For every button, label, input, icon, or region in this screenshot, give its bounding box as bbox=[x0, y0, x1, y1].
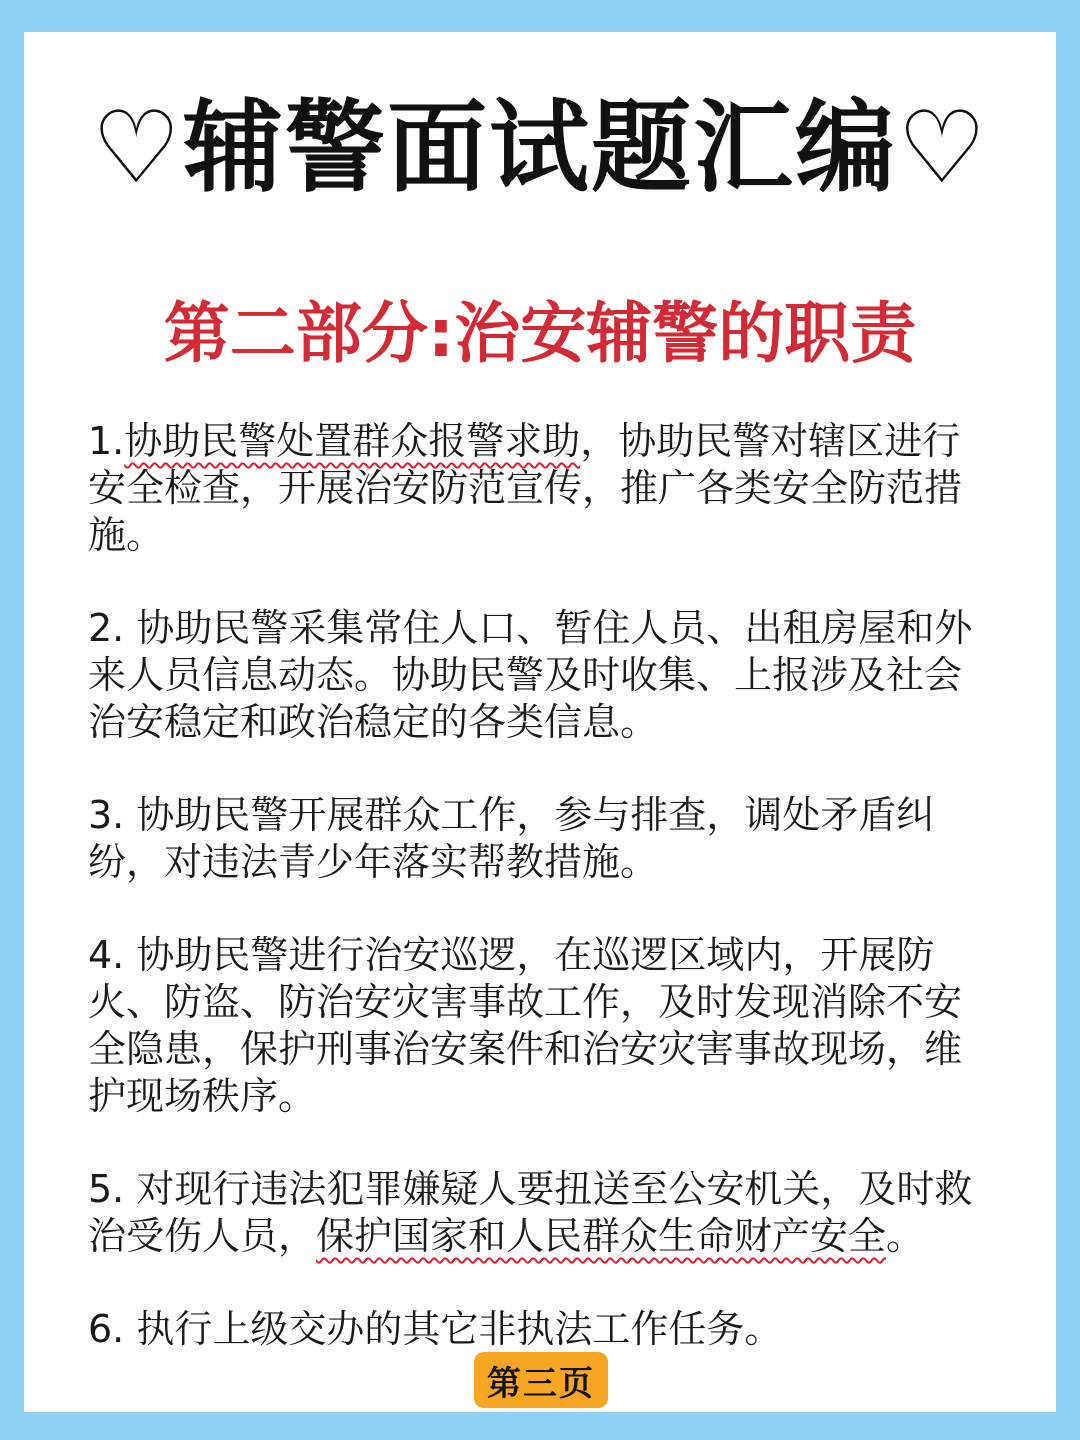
duty-item-6: 6. 执行上级交办的其它非执法工作任务。 bbox=[88, 1307, 783, 1351]
duty-item-4: 4. 协助民警进行治安巡逻，在巡逻区域内，开展防火、防盗、防治安灾害事故工作，及时发现消除不安全隐患，保护刑事治安案件和治安灾害事故现场，维护现场秩序。 bbox=[88, 933, 963, 1118]
duty-list bbox=[88, 418, 988, 1353]
duty-item-2: 2. 协助民警采集常住人口、暂住人员、出租房屋和外来人员信息动态。协助民警及时收集、上报涉及社会治安稳定和政治稳定的各类信息。 bbox=[88, 606, 973, 744]
duty-item-5-after: 。 bbox=[886, 1214, 925, 1258]
section-subtitle: 第二部分:治安辅警的职责 bbox=[163, 295, 917, 372]
duty-item-5 bbox=[88, 1166, 988, 1260]
page-number-badge: 第三页 bbox=[474, 1352, 608, 1408]
duty-item-1-highlight: 协助民警处置群众报警求助 bbox=[124, 419, 581, 463]
content-card bbox=[24, 32, 1056, 1412]
page-title: ♡辅警面试题汇编♡ bbox=[91, 89, 989, 206]
duty-item-1-rest: ，协助民警对辖区进行安全检查，开展治安防范宣传，推广各类安全防范措施。 bbox=[88, 419, 963, 557]
duty-item-1 bbox=[88, 418, 988, 559]
duty-item-3: 3. 协助民警开展群众工作，参与排查，调处矛盾纠纷，对违法青少年落实帮教措施。 bbox=[88, 793, 935, 884]
duty-item-5-highlight: 保护国家和人民群众生命财产安全 bbox=[316, 1214, 887, 1258]
duty-item-1-prefix: 1. bbox=[88, 419, 125, 463]
duty-item-5-before: 5. 对现行违法犯罪嫌疑人要扭送至公安机关，及时救治受伤人员， bbox=[88, 1167, 973, 1258]
